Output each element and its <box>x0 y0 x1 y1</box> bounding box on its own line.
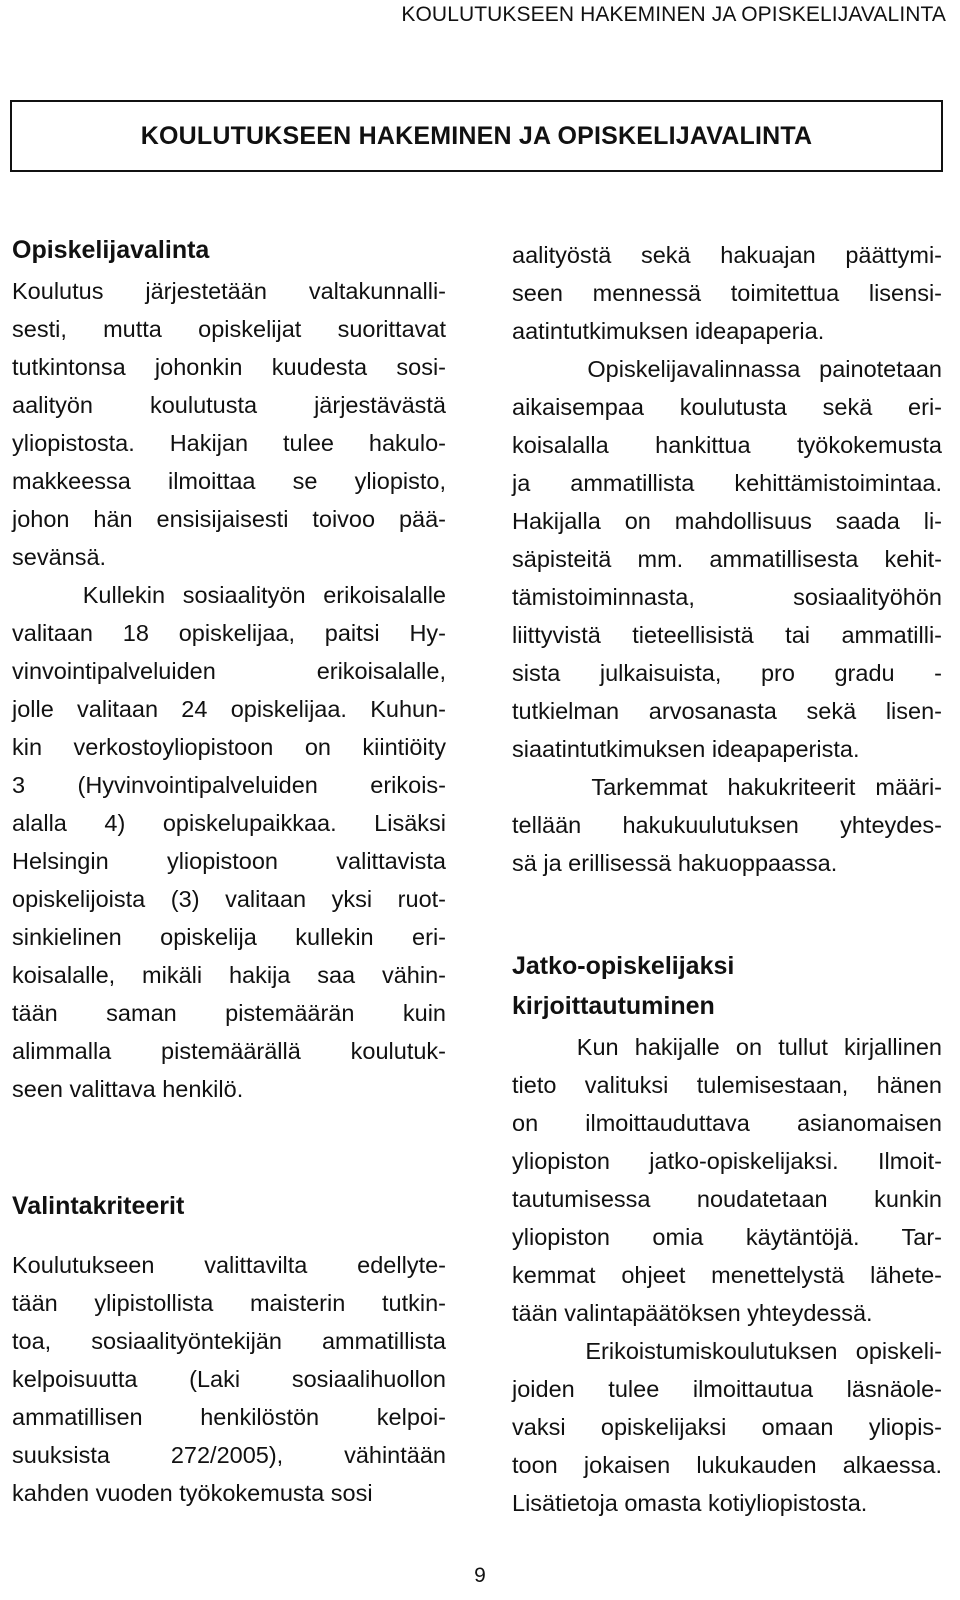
text-line: Kun hakijalle on tullut kirjallinen <box>512 1034 942 1060</box>
text-line: aalityön koulutusta järjestävästä <box>12 392 446 418</box>
text-line: aalityöstä sekä hakuajan päättymi- <box>512 242 942 268</box>
text-line: seen mennessä toimitettua lisensi- <box>512 280 942 306</box>
section-body-opiskelijavalinta <box>12 272 446 1108</box>
text-line: Kullekin sosiaalityön erikoisalalle <box>12 582 446 608</box>
text-line: makkeessa ilmoittaa se yliopisto, <box>12 468 446 494</box>
title-box <box>10 100 943 172</box>
text-line: on ilmoittauduttava asianomaisen <box>512 1110 942 1136</box>
text-line: sinkielinen opiskelija kullekin eri- <box>12 924 446 950</box>
text-line: opiskelijoista (3) valitaan yksi ruot- <box>12 886 446 912</box>
text-line: tään saman pistemäärän kuin <box>12 1000 446 1026</box>
text-line: Koulutus järjestetään valtakunnalli- <box>12 278 446 304</box>
text-line: kahden vuoden työkokemusta sosi <box>12 1480 373 1506</box>
text-line: joiden tulee ilmoittautua läsnäole- <box>512 1376 942 1402</box>
text-line: ammatillisen henkilöstön kelpoi- <box>12 1404 446 1430</box>
right-column <box>512 236 942 882</box>
text-line: yliopiston omia käytäntöjä. Tar- <box>512 1224 942 1250</box>
text-line: yliopistosta. Hakijan tulee hakulo- <box>12 430 446 456</box>
running-header: KOULUTUKSEEN HAKEMINEN JA OPISKELIJAVALINTA <box>401 3 946 26</box>
section-body-jatko <box>512 1028 942 1522</box>
text-line: Tarkemmat hakukriteerit määri- <box>512 774 942 800</box>
text-line: toon jokaisen lukukauden alkaessa. <box>512 1452 942 1478</box>
text-line: tutkintonsa johonkin kuudesta sosi- <box>12 354 446 380</box>
text-line: sevänsä. <box>12 544 107 570</box>
text-line: alalla 4) opiskelupaikkaa. Lisäksi <box>12 810 446 836</box>
text-line: yliopiston jatko-opiskelijaksi. Ilmoit- <box>512 1148 942 1174</box>
text-line: liittyvistä tieteellisistä tai ammatilli- <box>512 622 942 648</box>
text-line: Hakijalla on mahdollisuus saada li- <box>512 508 942 534</box>
text-line: tutkielman arvosanasta sekä lisen- <box>512 698 942 724</box>
left-column <box>12 230 446 1108</box>
text-line: tään ylipistollista maisterin tutkin- <box>12 1290 446 1316</box>
text-line: tautumisessa noudatetaan kunkin <box>512 1186 942 1212</box>
text-line: vinvointipalveluiden erikoisalalle, <box>12 658 446 684</box>
page-number: 9 <box>474 1564 486 1587</box>
section-heading-valintakriteerit: Valintakriteerit <box>12 1192 185 1220</box>
page-title: KOULUTUKSEEN HAKEMINEN JA OPISKELIJAVALINTA <box>140 121 813 150</box>
text-line: jolle valitaan 24 opiskelijaa. Kuhun- <box>12 696 446 722</box>
text-line: sista julkaisuista, pro gradu - <box>512 660 942 686</box>
section-heading-kirjoittautuminen: kirjoittautuminen <box>512 992 715 1020</box>
text-line: säpisteitä mm. ammatillisesta kehit- <box>512 546 942 572</box>
right-column-section3 <box>512 946 942 1522</box>
text-line: aikaisempaa koulutusta sekä eri- <box>512 394 942 420</box>
text-line: sesti, mutta opiskelijat suorittavat <box>12 316 446 342</box>
text-line: tellään hakukuulutuksen yhteydes- <box>512 812 942 838</box>
text-line: kelpoisuutta (Laki sosiaalihuollon <box>12 1366 446 1392</box>
text-line: siaatintutkimuksen ideapaperista. <box>512 736 860 762</box>
text-line: koisalalle, mikäli hakija saa vähin- <box>12 962 446 988</box>
section-heading-opiskelijavalinta: Opiskelijavalinta <box>12 236 210 264</box>
text-line: seen valittava henkilö. <box>12 1076 244 1102</box>
text-line: 3 (Hyvinvointipalveluiden erikois- <box>12 772 446 798</box>
left-column-section2 <box>12 1186 446 1512</box>
text-line: Erikoistumiskoulutuksen opiskeli- <box>512 1338 942 1364</box>
text-line: tään valintapäätöksen yhteydessä. <box>512 1300 873 1326</box>
text-line: aatintutkimuksen ideapaperia. <box>512 318 825 344</box>
text-line: tämistoiminnasta, sosiaalityöhön <box>512 584 942 610</box>
text-line: kin verkostoyliopistoon on kiintiöity <box>12 734 446 760</box>
section-body-valintakriteerit <box>12 1246 446 1512</box>
text-line: tieto valituksi tulemisestaan, hänen <box>512 1072 942 1098</box>
section-heading-jatko-opiskelijaksi: Jatko-opiskelijaksi <box>512 952 735 980</box>
text-line: Koulutukseen valittavilta edellyte- <box>12 1252 446 1278</box>
text-line: Lisätietoja omasta kotiyliopistosta. <box>512 1490 868 1516</box>
text-line: sä ja erillisessä hakuoppaassa. <box>512 850 838 876</box>
text-line: kemmat ohjeet menettelystä lähete- <box>512 1262 942 1288</box>
text-line: vaksi opiskelijaksi omaan yliopis- <box>512 1414 942 1440</box>
text-line: Opiskelijavalinnassa painotetaan <box>512 356 942 382</box>
text-line: toa, sosiaalityöntekijän ammatillista <box>12 1328 446 1354</box>
text-line: alimmalla pistemäärällä koulutuk- <box>12 1038 446 1064</box>
text-line: suuksista 272/2005), vähintään <box>12 1442 446 1468</box>
text-line: ja ammatillista kehittämistoimintaa. <box>512 470 942 496</box>
text-line: Helsingin yliopistoon valittavista <box>12 848 446 874</box>
text-line: valitaan 18 opiskelijaa, paitsi Hy- <box>12 620 446 646</box>
text-line: koisalalla hankittua työkokemusta <box>512 432 942 458</box>
text-line: johon hän ensisijaisesti toivoo pää- <box>12 506 446 532</box>
